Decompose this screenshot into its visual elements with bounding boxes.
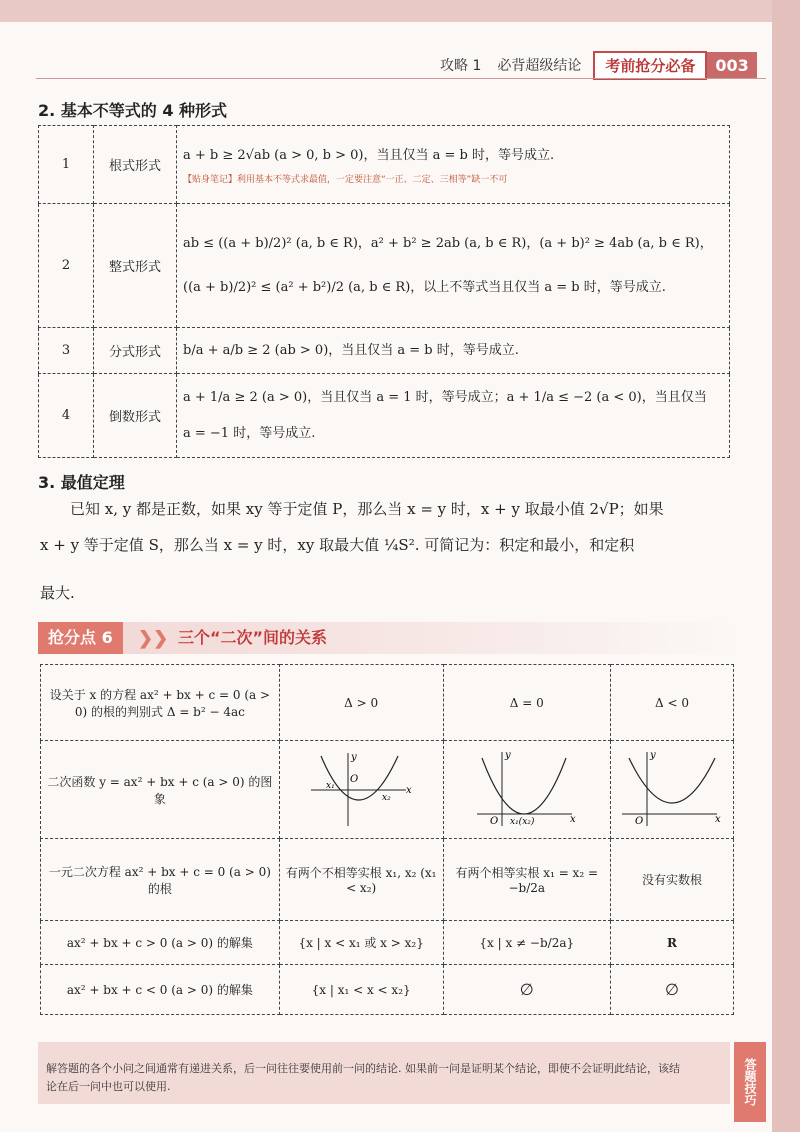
header-section: 攻略 1 bbox=[440, 58, 482, 74]
table-cell: ∅ bbox=[443, 965, 610, 1015]
header-title: 必背超级结论 bbox=[497, 58, 582, 74]
table-cell: {x | x ≠ −b/2a} bbox=[443, 921, 610, 965]
section-2-title: 2. 基本不等式的 4 种形式 bbox=[38, 101, 228, 120]
theorem-paragraph-3: 最大. bbox=[40, 584, 75, 602]
chevron-right-icon: ❯❯ bbox=[138, 628, 169, 649]
graph-cell bbox=[443, 741, 610, 839]
table-cell: 有两个相等实根 x₁ = x₂ = −b/2a bbox=[443, 839, 610, 921]
inequality-table bbox=[38, 125, 730, 458]
row-content bbox=[177, 374, 730, 458]
header-box: 考前抢分必备 bbox=[593, 51, 707, 80]
row-content bbox=[177, 328, 730, 374]
header-cell: 设关于 x 的方程 ax² + bx + c = 0 (a > 0) 的根的判别式 Δ = b² − 4ac bbox=[41, 665, 280, 741]
header-cell: Δ < 0 bbox=[611, 665, 734, 741]
y-axis-label: y bbox=[504, 750, 511, 761]
table-cell: ∅ bbox=[611, 965, 734, 1015]
x-axis-label: x bbox=[406, 785, 412, 796]
x-axis-label: x bbox=[569, 814, 576, 825]
origin-label: O bbox=[350, 774, 359, 785]
tip-side-label: 答题技巧 bbox=[734, 1042, 766, 1122]
root-label: x₁ bbox=[326, 781, 335, 791]
quadratic-table bbox=[40, 664, 734, 1015]
formula-line: a = −1 时，等号成立. bbox=[183, 425, 316, 441]
banner-tag: 抢分点 6 bbox=[38, 622, 123, 654]
header-rule bbox=[36, 78, 766, 79]
theorem-paragraph-2: x + y 等于定值 S，那么当 x = y 时，xy 取最大值 ¼S². 可简记为：积定和最小，和定积 bbox=[40, 536, 635, 554]
top-border bbox=[0, 0, 800, 22]
table-row bbox=[39, 374, 730, 458]
formula-line: b/a + a/b ≥ 2 (ab > 0)，当且仅当 a = b 时，等号成立. bbox=[183, 342, 519, 358]
row-number: 4 bbox=[39, 374, 94, 458]
table-cell: 有两个不相等实根 x₁, x₂ (x₁ < x₂) bbox=[279, 839, 443, 921]
row-content bbox=[177, 204, 730, 328]
table-cell: R bbox=[611, 921, 734, 965]
table-row bbox=[41, 965, 734, 1015]
table-cell: {x | x < x₁ 或 x > x₂} bbox=[279, 921, 443, 965]
x-axis-label: x bbox=[715, 814, 721, 825]
right-border bbox=[772, 0, 800, 1132]
table-row bbox=[39, 204, 730, 328]
graph-cell bbox=[279, 741, 443, 839]
table-cell: 没有实数根 bbox=[611, 839, 734, 921]
tip-text: 解答题的各个小问之间通常有递进关系，后一问往往要使用前一问的结论. 如果前一问是证明某个结论，即使不会证明此结论，该结论在后一问中也可以使用. bbox=[46, 1062, 680, 1093]
table-row bbox=[41, 839, 734, 921]
table-cell: {x | x₁ < x < x₂} bbox=[279, 965, 443, 1015]
y-axis-label: y bbox=[650, 750, 656, 761]
row-label: ax² + bx + c > 0 (a > 0) 的解集 bbox=[41, 921, 280, 965]
table-row bbox=[41, 921, 734, 965]
page-header bbox=[440, 50, 757, 80]
row-label: 二次函数 y = ax² + bx + c (a > 0) 的图象 bbox=[41, 741, 280, 839]
banner-title: 三个“二次”间的关系 bbox=[178, 628, 328, 647]
row-label: ax² + bx + c < 0 (a > 0) 的解集 bbox=[41, 965, 280, 1015]
y-axis-label: y bbox=[351, 752, 357, 763]
table-row bbox=[41, 665, 734, 741]
section-3-title: 3. 最值定理 bbox=[38, 473, 125, 492]
row-name: 倒数形式 bbox=[94, 374, 177, 458]
table-row bbox=[39, 328, 730, 374]
row-content bbox=[177, 126, 730, 204]
formula-line: ((a + b)/2)² ≤ (a² + b²)/2 (a, b ∈ R)，以上不等式当且仅当 a = b 时，等号成立. bbox=[183, 279, 666, 295]
row-number: 2 bbox=[39, 204, 94, 328]
margin-note: 【贴身笔记】利用基本不等式求最值，一定要注意“一正、二定、三相等”缺一不可 bbox=[183, 174, 508, 185]
row-label: 一元二次方程 ax² + bx + c = 0 (a > 0) 的根 bbox=[41, 839, 280, 921]
page-number: 003 bbox=[707, 52, 756, 79]
row-number: 1 bbox=[39, 126, 94, 204]
theorem-paragraph-1: 已知 x, y 都是正数，如果 xy 等于定值 P，那么当 x = y 时，x + y 取最小值 2√P；如果 bbox=[70, 500, 664, 518]
row-name: 分式形式 bbox=[94, 328, 177, 374]
row-name: 根式形式 bbox=[94, 126, 177, 204]
section-banner bbox=[38, 622, 736, 654]
parabola-two-roots-graph bbox=[306, 748, 416, 828]
formula-line: ab ≤ ((a + b)/2)² (a, b ∈ R)，a² + b² ≥ 2ab (a, b ∈ R)，(a + b)² ≥ 4ab (a, b ∈ R)， bbox=[183, 235, 713, 251]
table-row bbox=[39, 126, 730, 204]
formula-line: a + 1/a ≥ 2 (a > 0)，当且仅当 a = 1 时，等号成立；a + 1/a ≤ −2 (a < 0)，当且仅当 bbox=[183, 389, 707, 405]
row-name: 整式形式 bbox=[94, 204, 177, 328]
root-label: x₂ bbox=[382, 793, 391, 803]
root-label: x₁(x₂) bbox=[509, 817, 535, 827]
graph-cell bbox=[611, 741, 734, 839]
header-cell: Δ = 0 bbox=[443, 665, 610, 741]
parabola-no-root-graph bbox=[617, 748, 727, 828]
row-number: 3 bbox=[39, 328, 94, 374]
origin-label: O bbox=[635, 816, 644, 827]
header-cell: Δ > 0 bbox=[279, 665, 443, 741]
parabola-one-root-graph bbox=[472, 748, 582, 828]
origin-label: O bbox=[489, 816, 498, 827]
table-row bbox=[41, 741, 734, 839]
formula-line: a + b ≥ 2√ab (a > 0, b > 0)，当且仅当 a = b 时，等号成立. bbox=[183, 147, 555, 163]
